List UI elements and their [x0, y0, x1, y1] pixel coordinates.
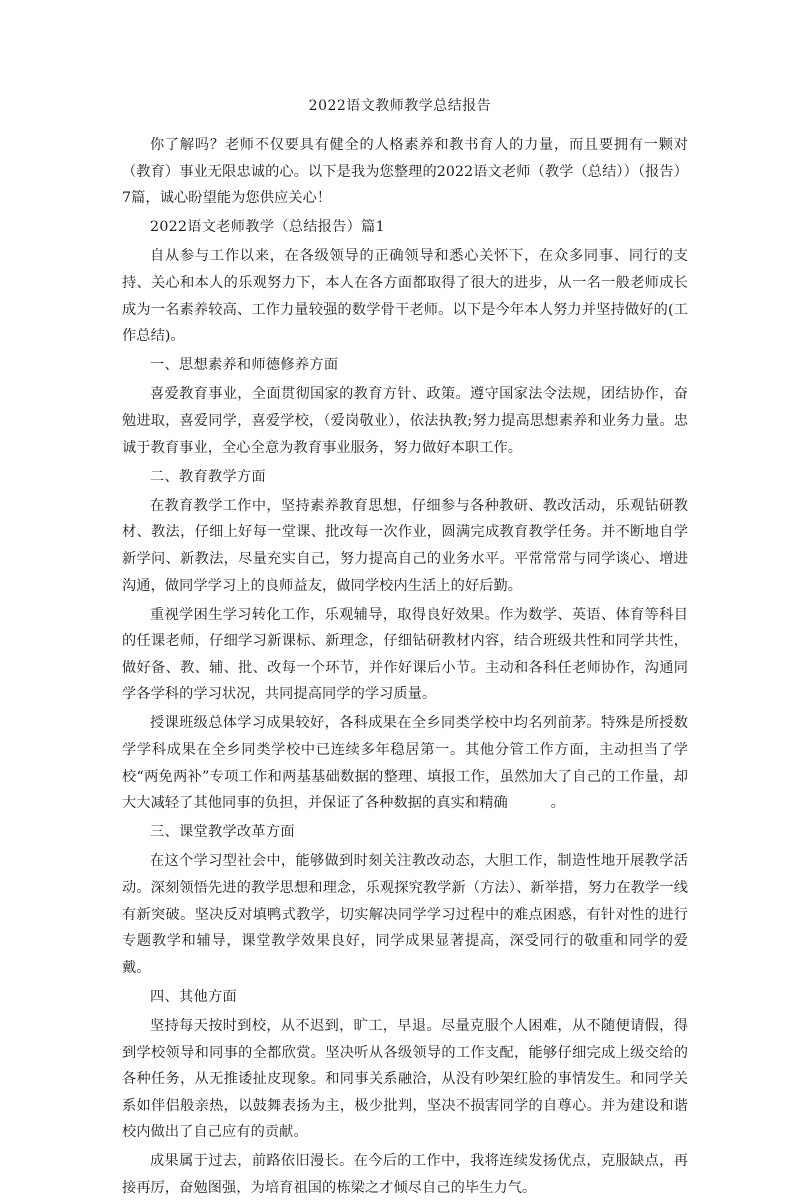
body-paragraph: 喜爱教育事业，全面贯彻国家的教育方针、政策。遵守国家法令法规，团结协作，奋勉进取，喜爱同学，喜爱学校，（爱岗敬业），依法执教;努力提高思想素养和业务力量。忠诚于教育事业，全心全意为教育事业服务，努力做好本职工作。: [122, 386, 688, 456]
intro-paragraph: 你了解吗？老师不仅要具有健全的人格素养和教书育人的力量，而且要拥有一颗对（教育）事业无限忠诚的心。以下是我为您整理的2022语文老师（教学（总结））（报告）7篇，诚心盼望能为您供应关心！: [122, 137, 688, 207]
document-title: 2022语文教师教学总结报告: [308, 98, 492, 114]
section-heading-4: 四、其他方面: [150, 988, 237, 1005]
body-paragraph: 授课班级总体学习成果较好，各科成果在全乡同类学校中均名列前茅。特殊是所授数学学科成果在全乡同类学校中已连续多年稳居第一。其他分管工作方面，主动担当了学校“两免两补”专项工作和两基基础数据的整理、填报工作，虽然加大了自己的工作量，却大大减轻了其他同事的负担，并保证了各种数据的真实和精确 。: [122, 715, 688, 812]
article-heading: 2022语文老师教学（总结报告）篇1: [150, 219, 385, 236]
body-paragraph: 重视学困生学习转化工作，乐观辅导，取得良好效果。作为数学、英语、体育等科目的任课老师，仔细学习新课标、新理念，仔细钻研教材内容，结合班级共性和同学共性，做好备、教、辅、批、改每一个环节，并作好课后小节。主动和各科任老师协作，沟通同学各学科的学习状况，共同提高同学的学习质量。: [122, 606, 688, 703]
section-heading-1: 一、思想素养和师德修养方面: [150, 357, 339, 374]
body-paragraph: 自从参与工作以来，在各级领导的正确领导和悉心关怀下，在众多同事、同行的支持、关心和本人的乐观努力下，本人在各方面都取得了很大的进步，从一名一般老师成长成为一名素养较高、工作力量较强的数学骨干老师。以下是今年本人努力并坚持做好的(工作总结)。: [122, 248, 688, 345]
body-paragraph: 在这个学习型社会中，能够做到时刻关注教改动态，大胆工作，制造性地开展教学活动。深刻领悟先进的教学思想和理念，乐观探究教学新（方法）、新举措，努力在教学一线有新突破。坚决反对填鸭式教学，切实解决同学学习过程中的难点困惑，有针对性的进行专题教学和辅导，课堂教学效果良好，同学成果显著提高，深受同行的敬重和同学的爱戴。: [122, 853, 688, 976]
closing-paragraph: 成果属于过去，前路依旧漫长。在今后的工作中，我将连续发扬优点，克服缺点，再接再厉，奋勉图强，为培育祖国的栋梁之才倾尽自己的毕生力气。: [122, 1153, 688, 1197]
section-heading-3: 三、课堂教学改革方面: [150, 824, 295, 841]
section-heading-2: 二、教育教学方面: [150, 468, 266, 485]
body-paragraph: 坚持每天按时到校，从不迟到，旷工，早退。尽量克服个人困难，从不随便请假，得到学校领导和同事的全都欣赏。坚决听从各级领导的工作支配，能够仔细完成上级交给的各种任务，从无推诿扯皮现象。和同事关系融洽，从没有吵架红脸的事情发生。和同学关系如伴侣般亲热，以鼓舞表扬为主，极少批判，坚决不损害同学的自尊心。并为建设和谐校内做出了自己应有的贡献。: [122, 1018, 688, 1141]
body-paragraph: 在教育教学工作中，坚持素养教育思想，仔细参与各种教研、教改活动，乐观钻研教材、教法，仔细上好每一堂课、批改每一次作业，圆满完成教育教学任务。并不断地自学新学问、新教法，尽量充实自己，努力提高自己的业务水平。平常常常与同学谈心、增进沟通，做同学学习上的良师益友，做同学校内生活上的好后勤。: [122, 497, 688, 594]
document-body: [122, 132, 688, 1204]
